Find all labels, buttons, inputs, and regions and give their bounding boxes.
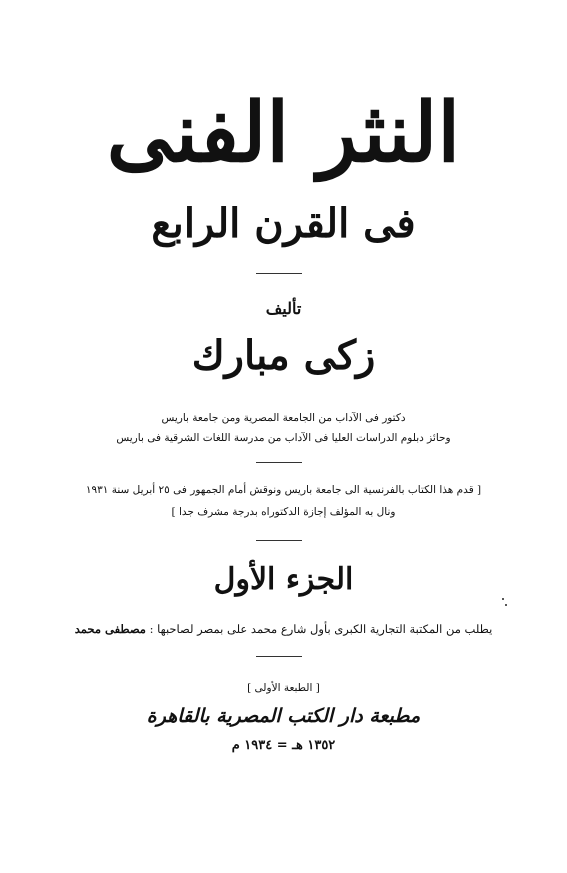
edition-label: [ الطبعة الأولى ] (247, 682, 320, 694)
thesis-note-line: [ قدم هذا الكتاب بالفرنسية الى جامعة باريس ونوقش أمام الجمهور فى ٢٥ أبريل سنة ١٩٣١ (85, 484, 482, 496)
volume-heading: الجزء الأول (213, 562, 354, 597)
seller-text: يطلب من المكتبة التجارية الكبرى بأول شارع محمد على بمصر لصاحبها : (149, 622, 493, 636)
divider-short (256, 540, 302, 541)
print-speck (505, 604, 507, 606)
authorship-label: تأليف (265, 299, 302, 318)
seller-name: مصطفى محمد (74, 622, 146, 636)
divider-short (256, 273, 302, 274)
divider-short (256, 656, 302, 657)
print-speck (502, 598, 504, 600)
seller-line (0, 620, 567, 638)
thesis-note-line: ونال به المؤلف إجازة الدكتوراه بدرجة مشرف جدا ] (171, 506, 396, 518)
book-subtitle: فى القرن الرابع (151, 200, 416, 247)
printer-name: مطبعة دار الكتب المصرية بالقاهرة (146, 705, 421, 727)
author-name: زكى مبارك (191, 332, 376, 379)
book-title: النثر الفنى (106, 85, 461, 181)
publication-dates: ١٣٥٢ هـ = ١٩٣٤ م (231, 738, 336, 753)
author-credential-line: دكتور فى الآداب من الجامعة المصرية ومن جامعة باريس (161, 412, 406, 424)
author-credential-line: وحائز دبلوم الدراسات العليا فى الآداب من مدرسة اللغات الشرقية فى باريس (116, 432, 451, 444)
divider-short (256, 462, 302, 463)
